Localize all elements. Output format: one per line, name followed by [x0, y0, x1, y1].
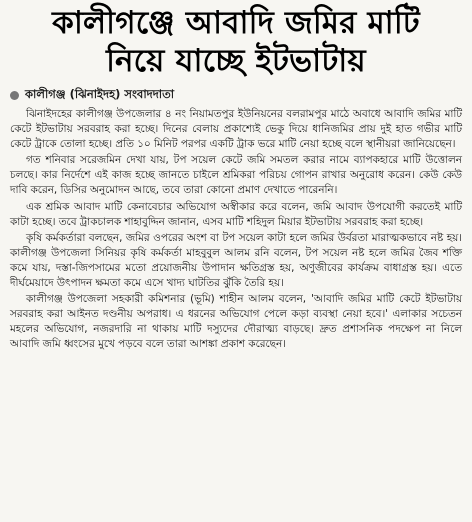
article-body [10, 107, 462, 353]
headline [10, 4, 462, 80]
byline [10, 86, 462, 105]
paragraph-2: গত শনিবার সরেজমিন দেখা যায়, টপ সয়েল কেটে জমি সমতল করার নামে ব্যাপকহারে মাটি উত্তোলন চলছে। কার নির্দেশে এই কাজ হচ্ছে জানতে চাইলে শ্রমিকরা পরিচয় গোপন রাখার অনুরোধ করেন। কেউ কেউ দাবি করেন, ডিসির অনুমোদন আছে, তবে তারা কোনো প্রমাণ দেখাতে পারেননি। [10, 154, 462, 197]
headline-line-1: কালীগঞ্জে আবাদি জমির মাটি [52, 5, 420, 41]
paragraph-5: কালীগঞ্জ উপজেলা সহকারী কমিশনার (ভূমি) শাহীন আলম বলেন, 'আবাদি জমির মাটি কেটে ইটভাটায় সরবরাহ করা আইনত দণ্ডনীয় অপরাধ। এ ধরনের অভিযোগ পেলে কড়া ব্যবস্থা নেয়া হবে।' এলাকার সচেতন মহলের অভিযোগ, নজরদারি না থাকায় মাটি দস্যুদের দৌরাত্ম্য বাড়ছে। দ্রুত প্রশাসনিক পদক্ষেপ না নিলে আবাদি জমি ধ্বংসের মুখে পড়বে বলে তারা আশঙ্কা প্রকাশ করেছেন। [10, 293, 462, 351]
headline-line-2: নিয়ে যাচ্ছে ইটভাটায় [106, 43, 366, 79]
byline-text: কালীগঞ্জ (ঝিনাইদহ) সংবাদদাতা [25, 87, 175, 101]
bullet-icon [10, 91, 19, 100]
paragraph-3: এক শ্রমিক আবাদ মাটি কেনাবেচার অভিযোগ অস্বীকার করে বলেন, জমি আবাদ উপযোগী করতেই মাটি কাটা হচ্ছে। তবে ট্রাকচালক শাহাবুদ্দিন জানান, এসব মাটি শহিদুল মিয়ার ইটভাটায় সরবরাহ করা হচ্ছে। [10, 200, 462, 228]
paragraph-1: ঝিনাইদহের কালীগঞ্জ উপজেলার ৪ নং নিয়ামতপুর ইউনিয়নের বলরামপুর মাঠে অবাধে আবাদি জমির মাটি কেটে ইটভাটায় সরবরাহ করা হচ্ছে। দিনের বেলায় প্রকাশ্যেই ভেকু দিয়ে ধানিজমির প্রায় দুই হাত গভীর মাটি কেটে ট্রাকে তোলা হচ্ছে। প্রতি ১০ মিনিট পরপর একটি ট্রাক ভরে মাটি নেয়া হচ্ছে বলে স্থানীয়রা জানিয়েছেন। [10, 108, 462, 151]
paragraph-4: কৃষি কর্মকর্তারা বলছেন, জমির ওপরের অংশ বা টপ সয়েল কাটা হলে জমির উর্বরতা মারাত্মকভাবে নষ্ট হয়। কালীগঞ্জ উপজেলা সিনিয়র কৃষি কর্মকর্তা মাহবুবুল আলম রনি বলেন, টপ সয়েল নষ্ট হলে জমির জৈব শক্তি কমে যায়, দস্তা-জিপসামের মতো প্রয়োজনীয় উপাদান ক্ষতিগ্রস্ত হয়, অণুজীবের কার্যক্রম বাধাগ্রস্ত হয়। এতে দীর্ঘমেয়াদে উৎপাদন ক্ষমতা কমে এসে খাদ্য ঘাটতির ঝুঁকি তৈরি হয়। [10, 231, 462, 290]
